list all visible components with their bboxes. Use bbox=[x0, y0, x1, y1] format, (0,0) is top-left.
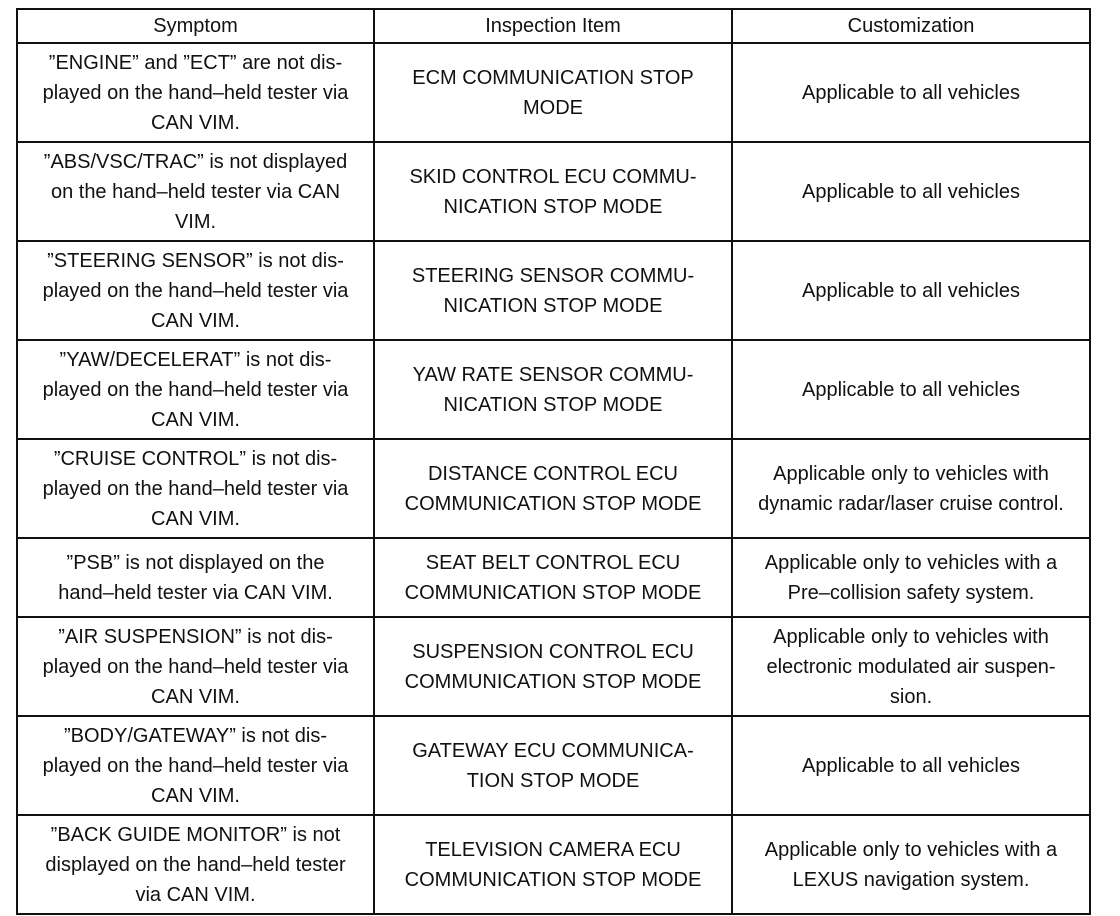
customization-cell-line: Applicable to all vehicles bbox=[802, 180, 1020, 203]
customization-cell-line: Applicable to all vehicles bbox=[802, 279, 1020, 302]
symptom-cell bbox=[17, 617, 374, 716]
inspection-item-cell-line: ECM COMMUNICATION STOP bbox=[412, 66, 694, 89]
customization-cell-line: Applicable only to vehicles with a bbox=[764, 551, 1058, 574]
symptom-cell-line: CAN VIM. bbox=[151, 111, 240, 134]
symptom-cell-line: on the hand–held tester via CAN bbox=[50, 180, 341, 203]
inspection-item-cell-line: YAW RATE SENSOR COMMU- bbox=[412, 363, 694, 386]
customization-cell bbox=[732, 815, 1090, 914]
customization-cell-line: Applicable to all vehicles bbox=[802, 754, 1020, 777]
customization-cell bbox=[732, 241, 1090, 340]
customization-cell-line: Applicable only to vehicles with bbox=[773, 625, 1049, 648]
symptom-cell-line: displayed on the hand–held tester bbox=[45, 853, 346, 876]
symptom-cell-line: ”YAW/DECELERAT” is not dis- bbox=[59, 348, 332, 371]
inspection-item-cell bbox=[374, 439, 732, 538]
inspection-item-cell-line: SEAT BELT CONTROL ECU bbox=[425, 551, 681, 574]
customization-cell bbox=[732, 142, 1090, 241]
symptom-cell-line: played on the hand–held tester via bbox=[42, 477, 349, 500]
symptom-cell bbox=[17, 538, 374, 617]
table-row bbox=[17, 538, 1090, 617]
customization-cell bbox=[732, 43, 1090, 142]
customization-cell-line: Applicable only to vehicles with bbox=[773, 462, 1049, 485]
table-header bbox=[17, 9, 1090, 43]
table-row bbox=[17, 43, 1090, 142]
symptom-cell-line: CAN VIM. bbox=[151, 784, 240, 807]
symptom-cell-line: CAN VIM. bbox=[151, 408, 240, 431]
customization-cell-line: Pre–collision safety system. bbox=[787, 581, 1035, 604]
inspection-item-cell bbox=[374, 142, 732, 241]
symptom-cell bbox=[17, 43, 374, 142]
symptom-cell-line: ”ABS/VSC/TRAC” is not displayed bbox=[43, 150, 348, 173]
inspection-item-cell-line: COMMUNICATION STOP MODE bbox=[404, 492, 702, 515]
customization-cell-line: LEXUS navigation system. bbox=[792, 868, 1030, 891]
symptom-cell bbox=[17, 716, 374, 815]
inspection-item-cell-line: SKID CONTROL ECU COMMU- bbox=[409, 165, 697, 188]
inspection-item-cell-line: TION STOP MODE bbox=[466, 769, 640, 792]
customization-cell-line: electronic modulated air suspen- bbox=[766, 655, 1056, 678]
header-row bbox=[17, 9, 1090, 43]
inspection-item-cell bbox=[374, 716, 732, 815]
customization-cell bbox=[732, 538, 1090, 617]
symptom-cell-line: ”PSB” is not displayed on the bbox=[66, 551, 325, 574]
customization-cell-line: Applicable to all vehicles bbox=[802, 378, 1020, 401]
table-row bbox=[17, 716, 1090, 815]
table-row bbox=[17, 142, 1090, 241]
customization-cell bbox=[732, 340, 1090, 439]
symptom-cell-line: ”BODY/GATEWAY” is not dis- bbox=[64, 724, 327, 747]
symptom-cell-line: CAN VIM. bbox=[151, 507, 240, 530]
symptom-cell-line: via CAN VIM. bbox=[135, 883, 256, 906]
table-body bbox=[17, 43, 1090, 914]
symptom-cell-line: ”CRUISE CONTROL” is not dis- bbox=[53, 447, 338, 470]
inspection-item-cell bbox=[374, 43, 732, 142]
inspection-item-cell-line: STEERING SENSOR COMMU- bbox=[411, 264, 695, 287]
symptom-cell-line: played on the hand–held tester via bbox=[42, 378, 349, 401]
inspection-item-cell bbox=[374, 241, 732, 340]
customization-cell bbox=[732, 617, 1090, 716]
symptom-cell bbox=[17, 340, 374, 439]
inspection-item-cell-line: DISTANCE CONTROL ECU bbox=[427, 462, 679, 485]
symptom-cell bbox=[17, 815, 374, 914]
symptom-cell-line: ”BACK GUIDE MONITOR” is not bbox=[50, 823, 341, 846]
inspection-item-cell-line: COMMUNICATION STOP MODE bbox=[404, 581, 702, 604]
customization-cell bbox=[732, 439, 1090, 538]
symptom-cell-line: played on the hand–held tester via bbox=[42, 754, 349, 777]
symptom-cell-line: ”STEERING SENSOR” is not dis- bbox=[47, 249, 344, 272]
customization-cell-line: Applicable to all vehicles bbox=[802, 81, 1020, 104]
symptom-cell-line: CAN VIM. bbox=[151, 685, 240, 708]
inspection-item-cell-line: COMMUNICATION STOP MODE bbox=[404, 670, 702, 693]
inspection-item-cell bbox=[374, 538, 732, 617]
header-customization: Customization bbox=[732, 9, 1090, 43]
symptom-cell-line: CAN VIM. bbox=[151, 309, 240, 332]
inspection-item-cell bbox=[374, 340, 732, 439]
symptom-cell-line: VIM. bbox=[174, 210, 217, 233]
customization-cell bbox=[732, 716, 1090, 815]
inspection-table bbox=[16, 8, 1091, 915]
inspection-item-cell bbox=[374, 617, 732, 716]
customization-cell-line: dynamic radar/laser cruise control. bbox=[758, 492, 1064, 515]
table-row bbox=[17, 241, 1090, 340]
header-symptom: Symptom bbox=[17, 9, 374, 43]
inspection-item-cell-line: TELEVISION CAMERA ECU bbox=[425, 838, 681, 861]
symptom-cell-line: ”AIR SUSPENSION” is not dis- bbox=[58, 625, 333, 648]
symptom-cell-line: played on the hand–held tester via bbox=[42, 279, 349, 302]
inspection-item-cell-line: NICATION STOP MODE bbox=[443, 195, 663, 218]
inspection-item-cell-line: MODE bbox=[523, 96, 583, 119]
symptom-cell bbox=[17, 439, 374, 538]
header-inspection-item: Inspection Item bbox=[374, 9, 732, 43]
inspection-item-cell-line: NICATION STOP MODE bbox=[443, 393, 663, 416]
symptom-cell bbox=[17, 241, 374, 340]
symptom-cell-line: ”ENGINE” and ”ECT” are not dis- bbox=[48, 51, 343, 74]
inspection-item-cell-line: COMMUNICATION STOP MODE bbox=[404, 868, 702, 891]
table-row bbox=[17, 340, 1090, 439]
customization-cell-line: Applicable only to vehicles with a bbox=[764, 838, 1058, 861]
table-row bbox=[17, 617, 1090, 716]
inspection-item-cell-line: GATEWAY ECU COMMUNICA- bbox=[412, 739, 694, 762]
symptom-cell-line: hand–held tester via CAN VIM. bbox=[58, 581, 333, 604]
table-row bbox=[17, 439, 1090, 538]
inspection-item-cell bbox=[374, 815, 732, 914]
symptom-cell-line: played on the hand–held tester via bbox=[42, 81, 349, 104]
inspection-item-cell-line: NICATION STOP MODE bbox=[443, 294, 663, 317]
symptom-cell-line: played on the hand–held tester via bbox=[42, 655, 349, 678]
customization-cell-line: sion. bbox=[889, 685, 933, 708]
inspection-item-cell-line: SUSPENSION CONTROL ECU bbox=[412, 640, 694, 663]
symptom-cell bbox=[17, 142, 374, 241]
table-row bbox=[17, 815, 1090, 914]
